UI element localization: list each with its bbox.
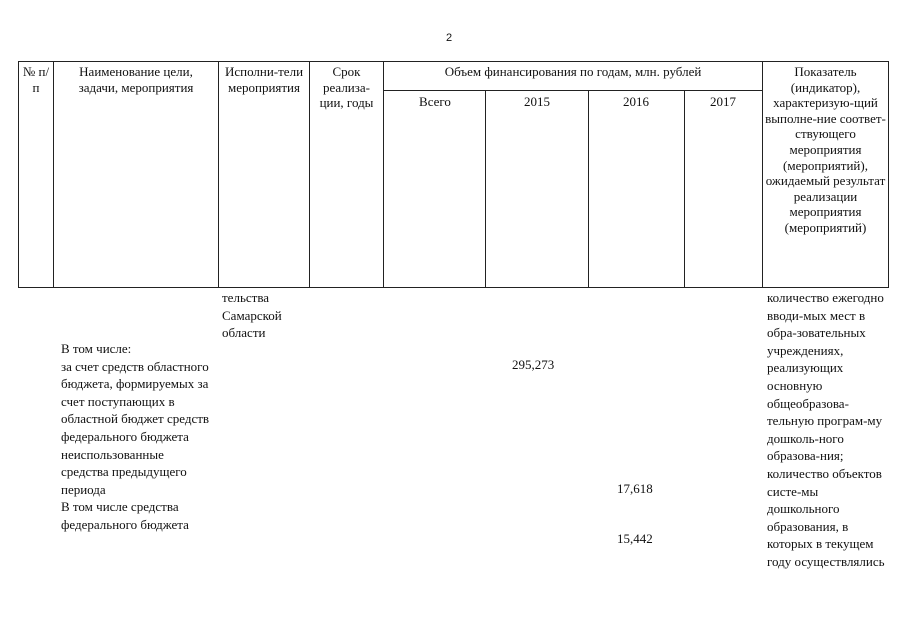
col-border [309, 61, 310, 288]
col-border [588, 90, 589, 288]
executor-cell: тельства Самарской области [222, 290, 282, 341]
col-border [383, 61, 384, 288]
indicator-cell: количество ежегодно вводи-мых мест в обра-зовательных учреждениях, реализующих основную общеобразова-тельную програм-му дошколь-ного образова-ния; количество объектов систе-мы дошкольного образования, в которых в текущем году осуществлялись [767, 290, 885, 569]
funding-divider [383, 90, 762, 91]
header-number: № п/п [22, 64, 50, 95]
header-2016: 2016 [623, 94, 649, 109]
header-top-border [18, 61, 888, 62]
header-name: Наименование цели, задачи, мероприятия [78, 64, 194, 95]
col-border [53, 61, 54, 288]
value-2016: 17,618 [617, 481, 653, 496]
header-funding: Объем финансирования по годам, млн. рублей [444, 64, 702, 79]
col-border [485, 90, 486, 288]
page-number: 2 [446, 32, 453, 44]
header-executors: Исполни-тели мероприятия [224, 64, 304, 95]
header-2017: 2017 [710, 94, 736, 109]
col-border [18, 61, 19, 288]
header-total: Всего [419, 94, 451, 109]
name-cell: В том числе: за счет средств областного бюджета, формируемых за счет поступающих в областной бюджет средств федерального бюджета неиспользованные средства предыдущего периода В том числе средства федерального бюджета [61, 341, 210, 532]
col-border [888, 61, 889, 288]
value-2016: 15,442 [617, 531, 653, 546]
value-2015: 295,273 [512, 357, 555, 372]
col-border [762, 61, 763, 288]
col-border [684, 90, 685, 288]
header-bottom-border [18, 287, 888, 288]
header-term: Срок реализа-ции, годы [319, 64, 374, 111]
col-border [218, 61, 219, 288]
header-indicator: Показатель (индикатор), характеризую-щий выполне-ние соответ-ствующего мероприятия (мероприятий), ожидаемый результат реализации мероприятия (мероприятий) [765, 64, 886, 235]
header-2015: 2015 [524, 94, 550, 109]
table-header [0, 0, 905, 290]
